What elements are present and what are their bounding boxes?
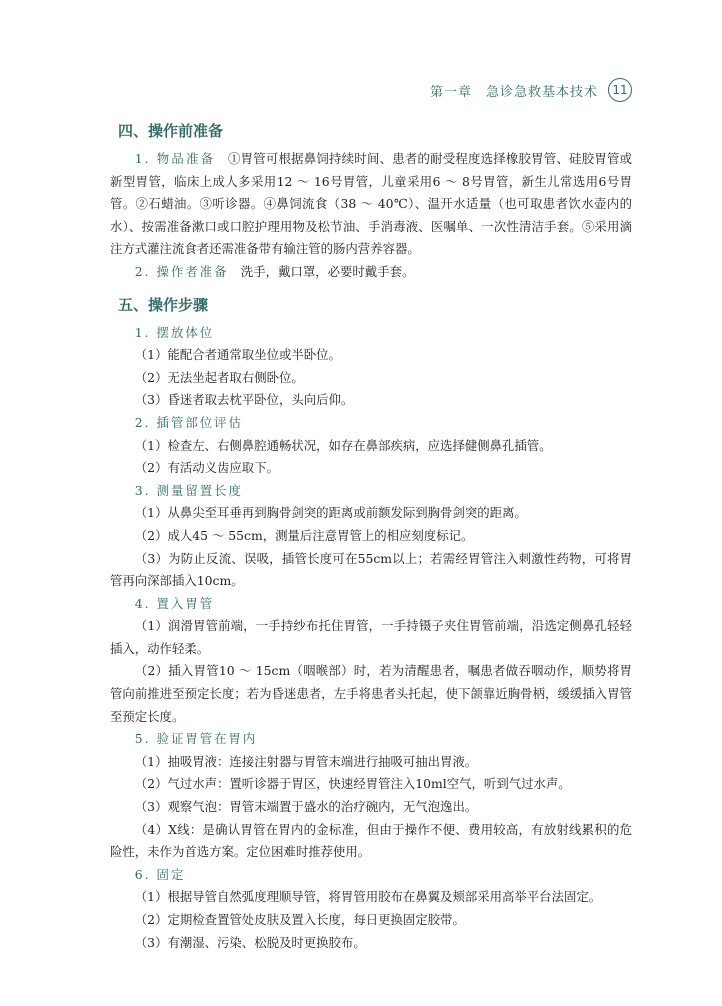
list-item: （2）有活动义齿应取下。 — [134, 460, 279, 476]
list-item: （1）能配合者通常取坐位或半卧位。 — [134, 347, 341, 363]
subheading-verify: 5. 验证胃管在胃内 — [134, 731, 258, 747]
list-item: （3）有潮湿、污染、松脱及时更换胶布。 — [134, 934, 366, 950]
list-item: （1）从鼻尖至耳垂再到胸骨剑突的距离或前额发际到胸骨剑突的距离。 — [134, 505, 527, 521]
list-item: （2）气过水声：置听诊器于胃区，快速经胃管注入10ml空气，听到气过水声。 — [134, 776, 571, 792]
subheading-operator: 2. 操作者准备 — [134, 263, 229, 279]
subheading-supplies: 1. 物品准备 — [134, 151, 216, 166]
list-item: （3）昏迷者取去枕平卧位，头向后仰。 — [134, 392, 354, 408]
list-item: （3）为防止反流、误吸，插管长度可在55cm以上；若需经胃管注入刺激性药物，可将胃管再向深部插入10cm。 — [110, 550, 632, 589]
subheading-fixation: 6. 固定 — [134, 866, 186, 882]
section-heading-steps: 五、操作步骤 — [118, 295, 209, 314]
list-item: （1）根据导管自然弧度理顺导管，将胃管用胶布在鼻翼及颊部采用高举平台法固定。 — [134, 889, 602, 905]
section-heading-prep: 四、操作前准备 — [118, 122, 224, 140]
subheading-insert: 4. 置入胃管 — [134, 595, 215, 611]
operator-text: 洗手，戴口罩，必要时戴手套。 — [228, 263, 415, 279]
running-header — [0, 78, 632, 102]
subheading-assessment: 2. 插管部位评估 — [134, 414, 243, 430]
list-item: （1）检查左、右侧鼻腔通畅状况，如存在鼻部疾病，应选择健侧鼻孔插管。 — [134, 437, 552, 453]
chapter-title: 第一章 急诊急救基本技术 — [429, 84, 598, 100]
list-item: （2）无法坐起者取右侧卧位。 — [134, 369, 304, 385]
subheading-position: 1. 摆放体位 — [134, 324, 215, 340]
supplies-text: ①胃管可根据鼻饲持续时间、患者的耐受程度选择橡胶胃管、硅胶胃管或新型胃管，临床上成人多采用12 ～ 16号胃管，儿童采用6 ～ 8号胃管，新生儿常选用6号胃管。②石蜡油。③听诊器。④鼻饲流食（38 ～ 40℃）、温开水适量（也可取患者饮水壶内的水）、按需准备漱口或口腔护理用物及松节油、手消毒液、医嘱单、一次性清洁手套。⑤采用滴注方式灌注流食者还需准备带有输注管的肠内营养容器。 — [110, 151, 633, 257]
paragraph-operator — [110, 261, 632, 284]
list-item: （2）成人45 ～ 55cm，测量后注意胃管上的相应刻度标记。 — [134, 527, 474, 543]
list-item: （2）插入胃管10 ～ 15cm（咽喉部）时，若为清醒患者，嘱患者做吞咽动作，顺势将胃管向前推进至预定长度；若为昏迷患者，左手将患者头托起，使下颌靠近胸骨柄，缓缓插入胃管至预定长度。 — [110, 663, 632, 724]
page-number: 11 — [608, 78, 632, 102]
subheading-measure: 3. 测量留置长度 — [134, 482, 243, 498]
list-item: （4）X线：是确认胃管在胃内的金标准，但由于操作不便、费用较高，有放射线累积的危险性，未作为首选方案。定位困难时推荐使用。 — [110, 821, 632, 860]
paragraph-supplies — [110, 148, 632, 261]
list-item: （3）观察气泡：胃管末端置于盛水的治疗碗内，无气泡逸出。 — [134, 799, 478, 815]
page-body — [110, 114, 632, 954]
list-item: （2）定期检查置管处皮肤及置入长度，每日更换固定胶带。 — [134, 912, 465, 927]
list-item: （1）润滑胃管前端，一手持纱布托住胃管，一手持镊子夹住胃管前端，沿选定侧鼻孔轻轻插入，动作轻柔。 — [110, 618, 632, 656]
list-item: （1）抽吸胃液：连接注射器与胃管末端进行抽吸可抽出胃液。 — [134, 753, 478, 769]
